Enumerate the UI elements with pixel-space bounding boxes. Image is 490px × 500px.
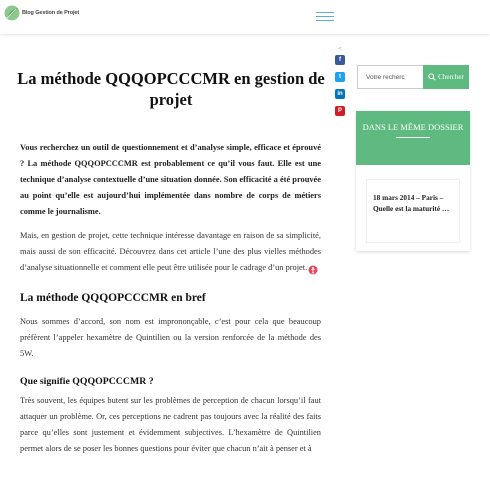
article-paragraph-1: Mais, en gestion de projet, cette technique intéresse davantage en raison de sa simplicité, mais aussi de son efficacité. Découvrez dans cet article l’une des plus vielles méthodes d’analyse situationnelle et comment elle peut être utilisée pour le cadrage d’un projet. <box>20 231 321 272</box>
share-pinterest-button[interactable]: P <box>335 106 345 116</box>
page-title: La méthode QQQOPCCCMR en gestion de projet <box>17 69 325 109</box>
dossier-divider <box>396 137 430 138</box>
section-heading-bref: La méthode QQQOPCCCMR en bref <box>20 292 206 304</box>
article-intro: Vous recherchez un outil de questionnement et d’analyse simple, efficace et éprouvé ? La méthode QQQOPCCCMR est probablement ce qu’il vous faut. Elle est une technique d’analyse contextuelle d’une situation donnée. Son efficacité a été prouvée au point qu’elle est aujourd’hui implémentée dans nombre de corps de métiers comme le journalisme. <box>20 143 321 216</box>
article-paragraph-3: Très souvent, les équipes butent sur les problèmes de perception de chacun lorsqu’il faut attaquer un problème. Or, ces perceptions ne cadrent pas toujours avec la réalité des faits parce qu’elles sont justement et évidemment subjectives. L’hexamètre de Quintilien permet alors de se poser les bonnes questions pour éviter que chacun n’ait à penser et à <box>20 396 321 453</box>
article-content <box>17 40 325 457</box>
dossier-title: DANS LE MÊME DOSSIER <box>362 122 464 132</box>
site-logo[interactable] <box>4 5 79 21</box>
search-button[interactable] <box>423 65 469 89</box>
related-dossier-widget <box>356 111 470 251</box>
section-heading-signification: Que signifie QQQOPCCCMR ? <box>20 376 154 387</box>
accessibility-widget-icon[interactable] <box>308 265 318 275</box>
article-paragraph-2: Nous sommes d’accord, son nom est imprononçable, c’est pour cela que beaucoup préfèrent l’appeler hexamètre de Quintilien ou la version renforcée de la méthode des 5W. <box>20 317 321 358</box>
share-facebook-button[interactable]: f <box>335 55 345 65</box>
related-article-card[interactable]: 18 mars 2014 – Paris – Quelle est la maturité … <box>366 179 460 243</box>
dossier-header <box>356 111 470 165</box>
menu-hamburger-icon[interactable] <box>316 12 334 22</box>
share-linkedin-button[interactable]: in <box>335 89 345 99</box>
search-input[interactable] <box>357 65 432 89</box>
search-icon <box>428 73 436 81</box>
search-button-label: Chercher <box>438 73 464 81</box>
search-form <box>357 65 469 89</box>
share-icon: < <box>337 46 343 52</box>
site-logo-text: Blog Gestion de Projet <box>22 10 80 16</box>
share-bar <box>335 46 345 123</box>
share-twitter-button[interactable]: t <box>335 72 345 82</box>
top-navigation-bar <box>0 0 490 34</box>
leaf-logo-icon <box>4 5 20 21</box>
